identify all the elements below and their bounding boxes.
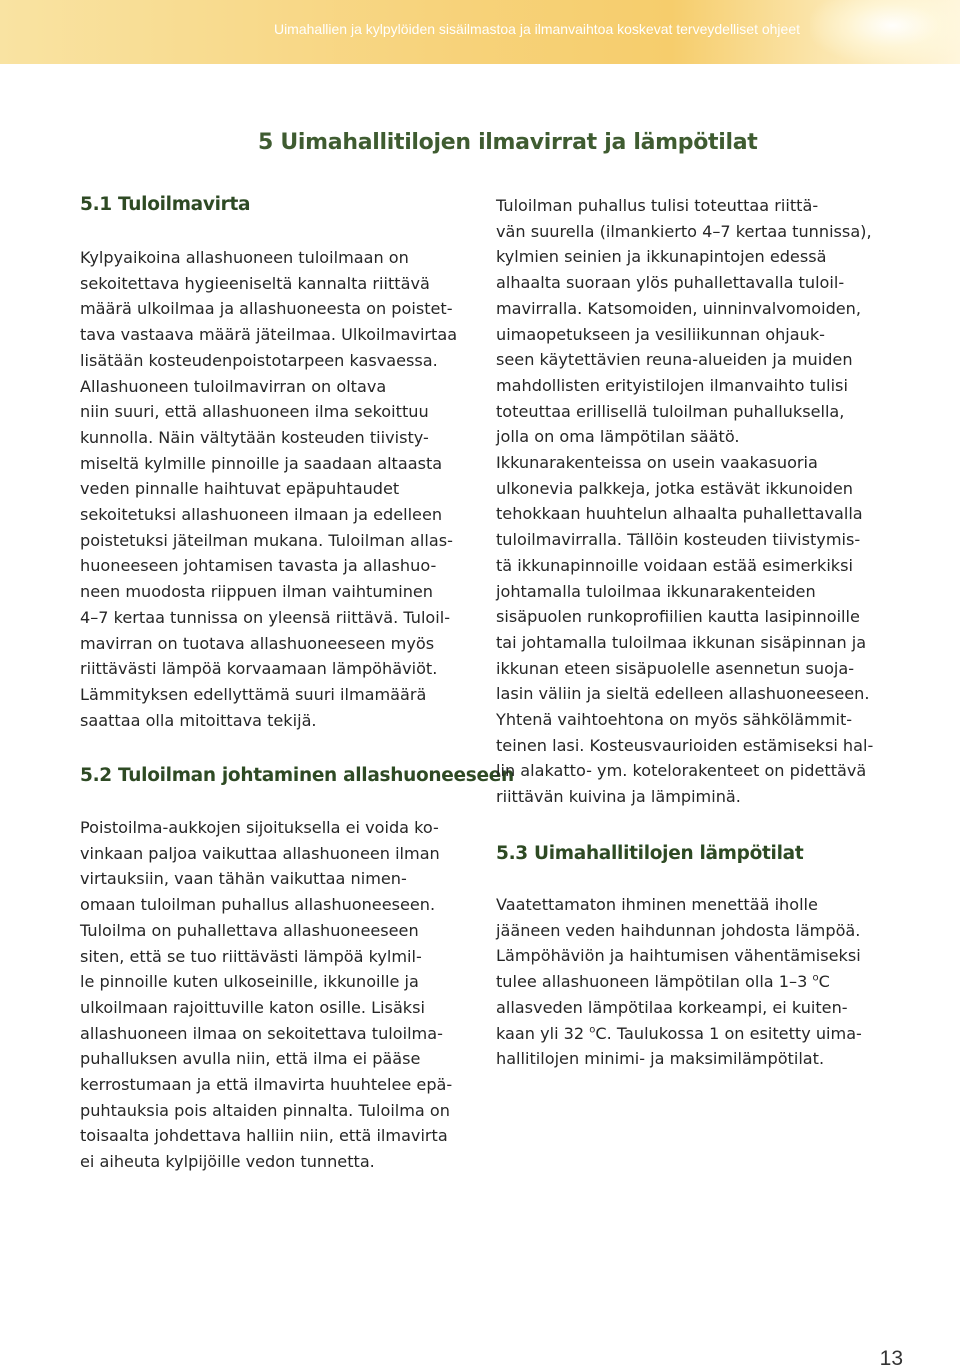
section-heading-5-1: 5.1 Tuloilmavirta (80, 194, 251, 215)
paragraph-5-2-a: Poistoilma-aukkojen sijoituksella ei voida ko- vinkaan paljoa vaikuttaa allashuoneen ilman virtauksiin, vaan tähän vaikuttaa nimen- omaan tuloilman puhallus allashuoneeseen. Tuloilma on puhallettava allashuoneeseen siten, että se tuo riittävästi lämpöä kylmil- le pinnoille kuten ulkoseinille, ikkunoille ja ulkoilmaan rajoittuville katon osille. Lisäksi allashuoneen ilmaa on sekoitettava tuloilma- puhalluksen avulla niin, että ilma ei pääse kerrostumaan ja että ilmavirta huuhtelee epä- puhtauksia pois altaiden pinnalta. Tuloilma on toisaalta johdettava halliin niin, että ilmavirta ei aiheuta kylpijöille vedon tunnetta. (80, 818, 453, 1172)
paragraph-5-2-b: Tuloilman puhallus tulisi toteuttaa riittä- vän suurella (ilmankierto 4–7 kertaa tunnissa), kylmien seinien ja ikkunapintojen edessä alhaalta suoraan ylös puhallettavalla tuloil- mavirralla. Katsomoiden, uinninvalvomoiden, uimaopetukseen ja vesiliikunnan ohjauk- seen käytettävien reuna-alueiden ja muiden mahdollisten erityistilojen ilmanvaihto tulisi toteuttaa erillisellä tuloilman puhalluksella, jolla on oma lämpötilan säätö. Ikkunarakenteissa on usein vaakasuoria ulkonevia palkkeja, jotka estävät ikkunoiden tehokkaan huuhtelun alhaalta puhallettavalla tuloilmavirralla. Tällöin kosteuden tiivistymis- tä ikkunapinnoille voidaan estää esimerkiksi johtamalla tuloilmaa ikkunarakenteiden sisäpuolen runkoprofiilien kautta lasipinnoille tai johtamalla tuloilmaa ikkunan sisäpinnan ja ikkunan eteen sisäpuolelle asennetun suoja- lasin väliin ja sieltä edelleen allashuoneeseen. Yhtenä vaihtoehtona on myös sähkölämmit- teinen lasi. Kosteusvaurioiden estämiseksi hal- lin alakatto- ym. kotelorakenteet on pidettävä riittävän kuivina ja lämpiminä. (496, 196, 874, 807)
degree-sup-1: o (812, 972, 819, 984)
degree-sup-2: o (589, 1024, 596, 1036)
page-number: 13 (879, 1347, 903, 1370)
header-band (0, 0, 960, 64)
paragraph-5-3 (496, 892, 896, 1072)
section-heading-5-3: 5.3 Uimahallitilojen lämpötilat (496, 843, 804, 864)
chapter-title: 5 Uimahallitilojen ilmavirrat ja lämpötilat (258, 130, 758, 155)
paragraph-5-3-part3: C. Taulukossa 1 on esitetty uima- hallitilojen minimi- ja maksimilämpötilat. (496, 1023, 862, 1069)
paragraph-5-3-part1: Vaatettamaton ihminen menettää iholle jääneen veden haihdunnan johdosta lämpöä. Lämpöhäviön ja haihtumisen vähentämiseksi tulee allashuoneen lämpötilan olla 1–3 (496, 895, 861, 992)
running-title: Uimahallien ja kylpylöiden sisäilmastoa ja ilmanvaihtoa koskevat terveydelliset ohjeet (273, 21, 800, 37)
paragraph-5-1: Kylpyaikoina allashuoneen tuloilmaan on sekoitettava hygieeniseltä kannalta riittävä määrä ulkoilmaa ja allashuoneesta on poistet- tava vastaava määrä jäteilmaa. Ulkoilmavirtaa lisätään kosteudenpoistotarpeen kasvaessa. Allashuoneen tuloilmavirran on oltava niin suuri, että allashuoneen ilma sekoittuu kunnolla. Näin vältytään kosteuden tiivisty- miseltä kylmille pinnoille ja saadaan altaasta veden pinnalle haihtuvat epäpuhtaudet sekoitetuksi allashuoneen ilmaan ja edelleen poistetuksi jäteilman mukana. Tuloilman allas- huoneeseen johtamisen tavasta ja allashuo- neen muodosta riippuen ilman vaihtuminen 4–7 kertaa tunnissa on yleensä riittävä. Tuloil- mavirran on tuotava allashuoneeseen myös riittävästi lämpöä korvaamaan lämpöhäviöt. Lämmityksen edellyttämä suuri ilmamäärä saattaa olla mitoittava tekijä. (80, 248, 458, 730)
paragraph-5-3-part2: C allasveden lämpötilaa korkeampi, ei kuiten- kaan yli 32 (496, 972, 848, 1043)
section-heading-5-2: 5.2 Tuloilman johtaminen allashuoneeseen (80, 765, 514, 786)
header-glow (810, 0, 960, 64)
